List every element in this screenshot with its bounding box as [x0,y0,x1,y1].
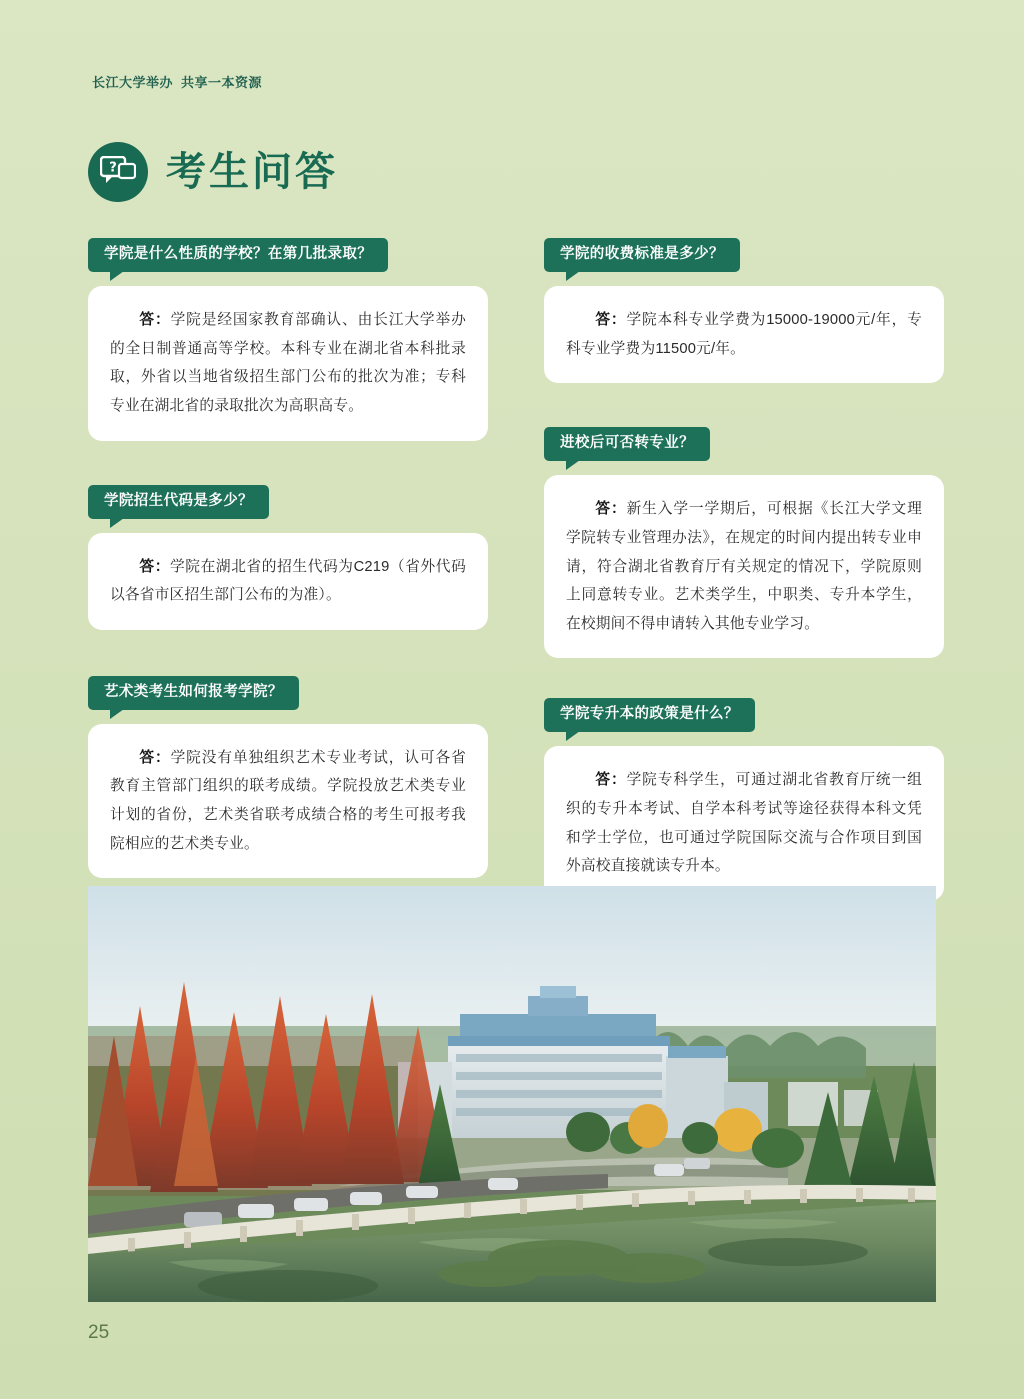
question-bubble-icon [88,142,148,202]
answer-text: 学院本科专业学费为15000-19000元/年，专科专业学费为11500元/年。 [566,311,922,357]
answer-card [88,533,488,630]
question-tab: 学院专升本的政策是什么？ [544,698,755,732]
answer-label: 答： [595,772,627,789]
answer-label: 答： [595,311,627,328]
page-number: 25 [88,1322,110,1343]
answer-card [544,746,944,901]
answer-text: 新生入学一学期后，可根据《长江大学文理学院转专业管理办法》，在规定的时间内提出转专业申请，符合湖北省教育厅有关规定的情况下，学院原则上同意转专业。艺术类学生，中职类、专升本学生，在校期间不得申请转入其他专业学习。 [566,501,922,632]
qa-item [88,485,488,630]
page-header [92,72,262,91]
answer-text: 学院没有单独组织艺术专业考试，认可各省教育主管部门组织的联考成绩。学院投放艺术类专业计划的省份，艺术类省联考成绩合格的考生可报考我院相应的艺术类专业。 [110,749,466,852]
question-tab: 艺术类考生如何报考学院？ [88,676,299,710]
answer-card [544,475,944,658]
answer-card [544,286,944,383]
qa-item [544,427,944,658]
header-right-text: 共享一本资源 [181,75,263,90]
qa-item [544,698,944,901]
question-tab: 学院的收费标准是多少？ [544,238,740,272]
section-title [88,142,338,202]
qa-item [88,676,488,879]
campus-lake-autumn-photo [88,886,936,1302]
qa-item [544,238,944,383]
question-tab: 进校后可否转专业？ [544,427,710,461]
question-tab: 学院是什么性质的学校？在第几批录取？ [88,238,388,272]
qa-column-right [544,238,944,927]
header-left-text: 长江大学举办 [92,75,174,90]
answer-text: 学院专科学生，可通过湖北省教育厅统一组织的专升本考试、自学本科考试等途径获得本科文凭和学士学位，也可通过学院国际交流与合作项目到国外高校直接就读专升本。 [566,772,922,875]
svg-text:?: ? [109,160,117,176]
answer-card [88,286,488,441]
question-tab: 学院招生代码是多少？ [88,485,269,519]
qa-column-left [88,238,488,904]
answer-label: 答： [139,749,171,766]
answer-label: 答： [139,311,171,328]
answer-label: 答： [139,558,170,575]
answer-text: 学院在湖北省的招生代码为C219（省外代码以各省市区招生部门公布的为准）。 [110,558,466,604]
page-title: 考生问答 [166,148,338,195]
answer-label: 答： [595,501,627,518]
answer-text: 学院是经国家教育部确认、由长江大学举办的全日制普通高等学校。本科专业在湖北省本科批录取，外省以当地省级招生部门公布的批次为准；专科专业在湖北省的录取批次为高职高专。 [110,311,466,414]
answer-card [88,724,488,879]
qa-item [88,238,488,441]
